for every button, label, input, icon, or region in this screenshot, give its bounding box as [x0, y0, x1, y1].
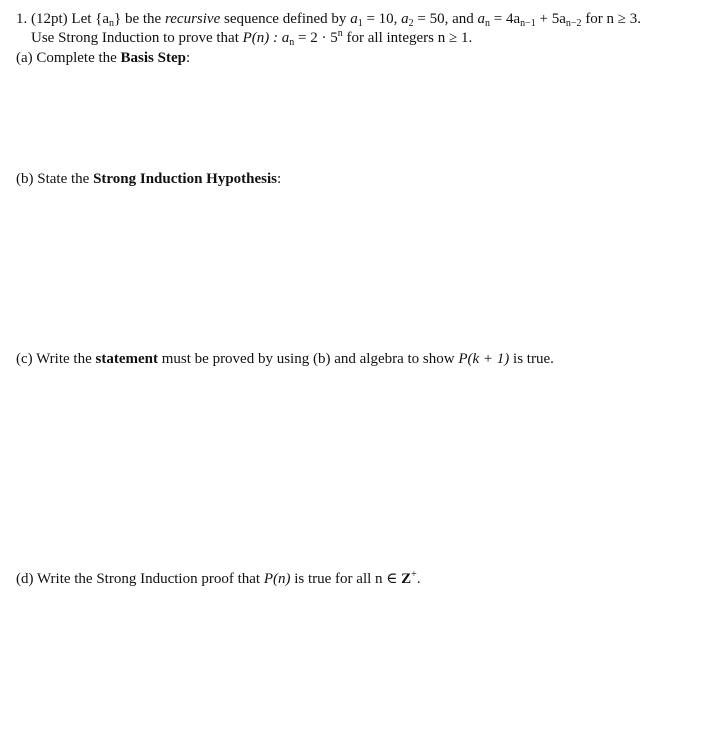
text-recursive: recursive — [164, 11, 221, 27]
part-d-prompt: (d) Write the Strong Induction proof that P(n) is true for all n ∈ Z+. — [16, 569, 421, 587]
part-c-prompt: (c) Write the statement must be proved by using (b) and algebra to show P(k + 1) is true. — [16, 351, 554, 367]
text-defined-by: sequence defined by — [223, 11, 347, 27]
text-let: Let — [71, 11, 92, 27]
part-b-prompt: (b) State the Strong Induction Hypothesis: — [16, 171, 282, 187]
part-a-prompt: (a) Complete the Basis Step: — [16, 50, 191, 66]
text-for-all-integers: for all integers n ≥ 1. — [342, 30, 473, 46]
text-be-the: be the — [124, 11, 162, 27]
recurrence-relation: $a_n = 4a_{n-1} + 5a_{n-2}$ for n ≥ 3. — [477, 11, 642, 29]
proposition-P: P(n) : $a_n = 2 \cdot 5^n$ — [242, 28, 343, 48]
initial-conditions: $a_1 = 10$, $a_2 = 50$, and — [350, 11, 478, 29]
text-use-strong-induction: Use Strong Induction to prove that — [31, 30, 243, 46]
problem-statement-line-1 — [16, 10, 641, 29]
problem-statement-line-2 — [31, 29, 472, 48]
sequence-notation: $\{a_n\}$ — [95, 11, 122, 29]
problem-points: (12pt) — [31, 11, 68, 27]
problem-number: 1. — [16, 11, 28, 27]
